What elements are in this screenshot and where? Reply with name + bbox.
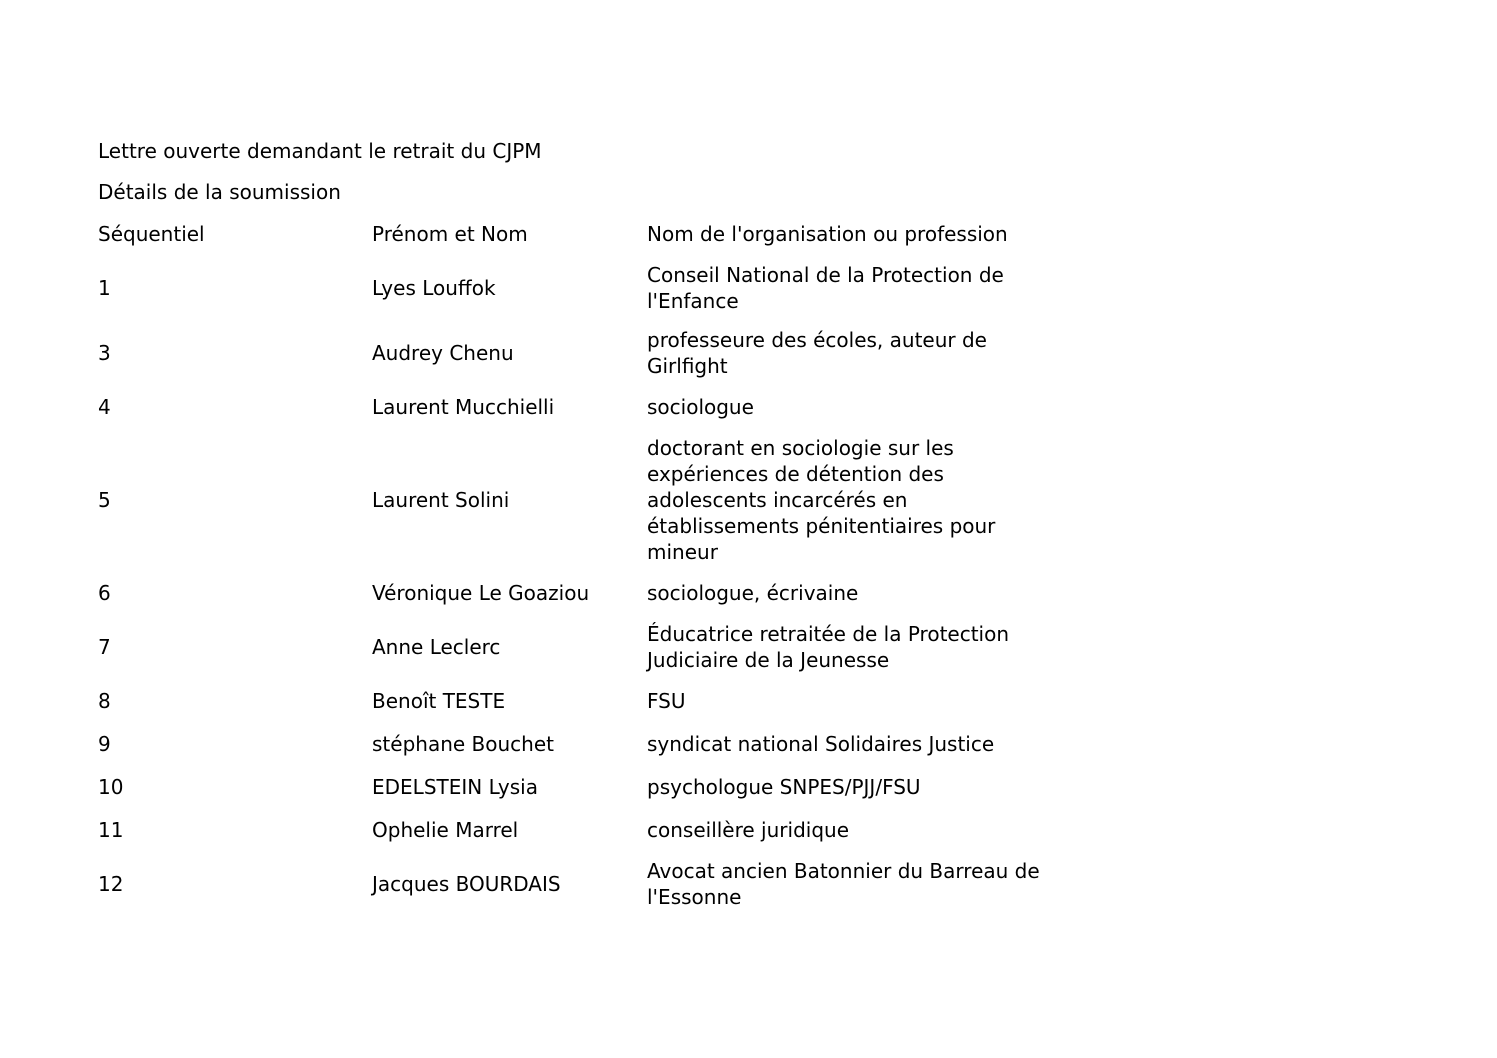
cell-organisation: doctorant en sociologie sur les expériences de détention des adolescents incarcérés en établissements pénitentiaires pour mineur: [647, 436, 996, 564]
document-title: Lettre ouverte demandant le retrait du CJPM: [98, 139, 542, 163]
table-row: [98, 729, 1058, 759]
table-row: [98, 686, 1058, 716]
cell-organisation: professeure des écoles, auteur de Girlfight: [647, 328, 987, 378]
table-row: [98, 327, 1058, 379]
cell-organisation: FSU: [647, 689, 686, 713]
table-row: [98, 858, 1058, 910]
table-row: [98, 262, 1058, 314]
cell-sequential: 12: [98, 872, 124, 896]
cell-sequential: 10: [98, 775, 124, 799]
cell-organisation: Avocat ancien Batonnier du Barreau de l'Essonne: [647, 859, 1040, 909]
table-row: [98, 621, 1058, 673]
document-page: [98, 136, 1058, 923]
cell-sequential: 1: [98, 276, 111, 300]
cell-sequential: 11: [98, 818, 124, 842]
cell-organisation: Éducatrice retraitée de la Protection Judiciaire de la Jeunesse: [647, 622, 1010, 672]
cell-name: Lyes Louffok: [372, 276, 496, 300]
cell-name: Anne Leclerc: [372, 635, 501, 659]
cell-name: Laurent Solini: [372, 488, 510, 512]
cell-sequential: 4: [98, 395, 111, 419]
cell-organisation: Conseil National de la Protection de l'Enfance: [647, 263, 1004, 313]
cell-organisation: conseillère juridique: [647, 818, 849, 842]
cell-name: EDELSTEIN Lysia: [372, 775, 538, 799]
cell-organisation: sociologue, écrivaine: [647, 581, 859, 605]
cell-name: Ophelie Marrel: [372, 818, 519, 842]
cell-organisation: sociologue: [647, 395, 754, 419]
cell-sequential: 8: [98, 689, 111, 713]
cell-name: Véronique Le Goaziou: [372, 581, 590, 605]
cell-sequential: 5: [98, 488, 111, 512]
table-row: [98, 578, 1058, 608]
cell-name: Audrey Chenu: [372, 341, 514, 365]
cell-sequential: 7: [98, 635, 111, 659]
document-subtitle: Détails de la soumission: [98, 180, 341, 204]
cell-sequential: 6: [98, 581, 111, 605]
table-header-row: [98, 219, 1058, 249]
cell-organisation: syndicat national Solidaires Justice: [647, 732, 995, 756]
header-organisation: Nom de l'organisation ou profession: [647, 222, 1008, 246]
header-name: Prénom et Nom: [372, 222, 528, 246]
cell-name: Laurent Mucchielli: [372, 395, 555, 419]
table-row: [98, 435, 1058, 565]
cell-name: Benoît TESTE: [372, 689, 506, 713]
table-row: [98, 815, 1058, 845]
table-row: [98, 772, 1058, 802]
header-sequential: Séquentiel: [98, 222, 205, 246]
cell-organisation: psychologue SNPES/PJJ/FSU: [647, 775, 921, 799]
cell-sequential: 9: [98, 732, 111, 756]
cell-name: Jacques BOURDAIS: [372, 872, 561, 896]
table-row: [98, 392, 1058, 422]
cell-name: stéphane Bouchet: [372, 732, 554, 756]
cell-sequential: 3: [98, 341, 111, 365]
